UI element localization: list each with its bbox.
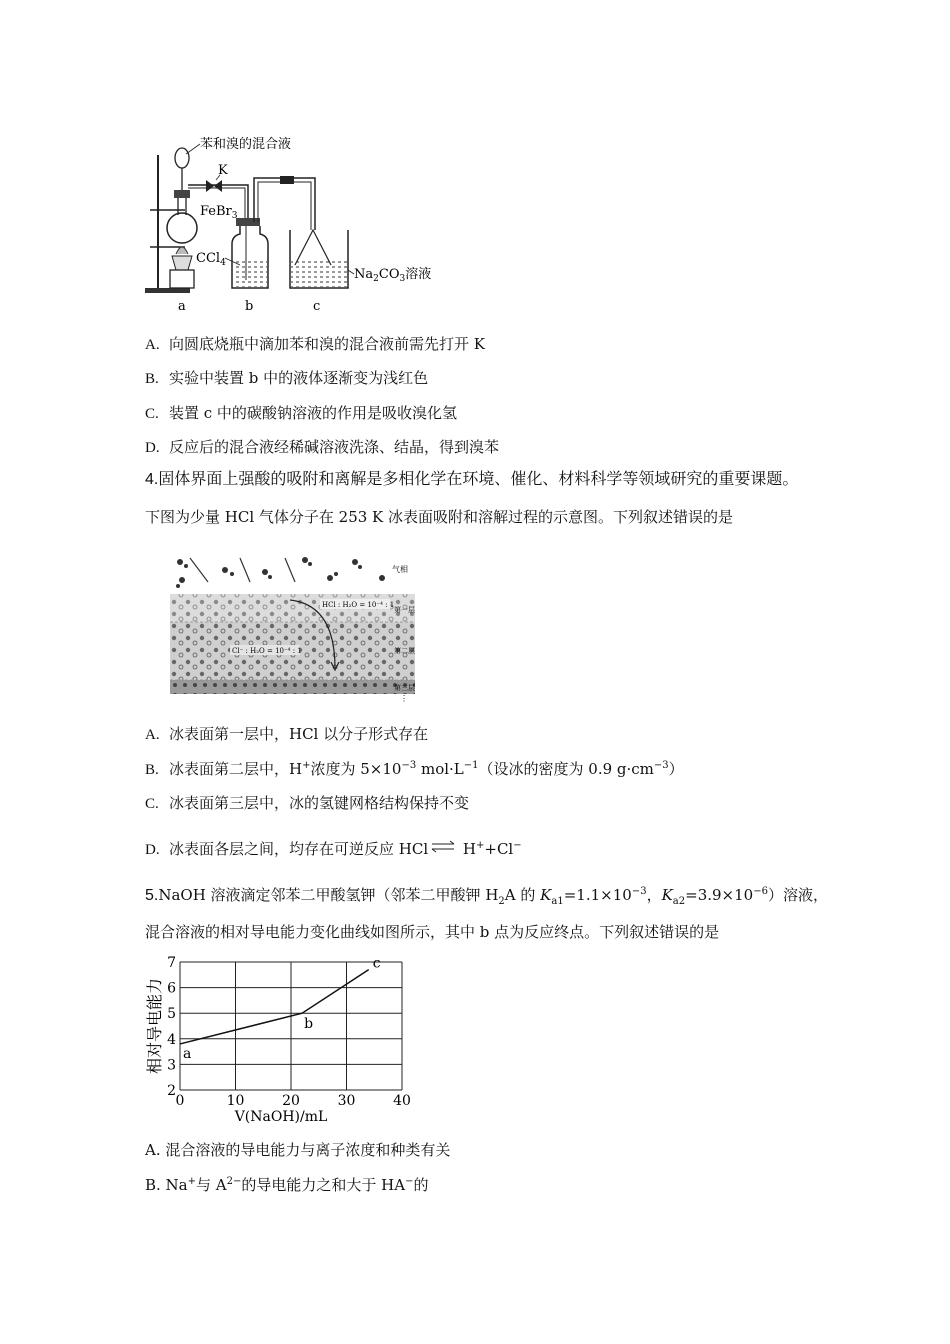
label-c: c <box>313 299 321 314</box>
q3-option-a: A. 向圆底烧瓶中滴加苯和溴的混合液前需先打开 K <box>145 335 485 353</box>
point-label-b: b <box>304 1016 314 1033</box>
label-gas-phase: 气相 <box>392 565 408 574</box>
q5-option-b: B. Na+与 $A^{2-}$的导电能力之和大于 HA−的 <box>145 1176 429 1194</box>
y-tick-label: 4 <box>167 1031 176 1048</box>
point-label-c: c <box>372 955 381 972</box>
label-layer-2: 第二层 <box>394 647 415 655</box>
x-tick-label: 10 <box>226 1093 245 1109</box>
q4-stem-line2: 下图为少量 HCl 气体分子在 253 K 冰表面吸附和溶解过程的示意图。下列叙述错误的是 <box>145 508 734 526</box>
q3-option-c: C. 装置 c 中的碳酸钠溶液的作用是吸收溴化氢 <box>145 404 457 422</box>
label-ccl4: CCl$_4$ <box>196 251 226 268</box>
conductivity-chart <box>140 950 430 1125</box>
y-tick-label: 6 <box>167 980 176 997</box>
y-axis-label: 相对导电能力 <box>145 977 164 1075</box>
ratio-hcl-h2o: HCl : H₂O = 10⁻⁴ : 1 <box>322 601 395 609</box>
q4-option-a: A. 冰表面第一层中，HCl 以分子形式存在 <box>145 725 429 743</box>
q4-option-c: C. 冰表面第三层中，冰的氢键网格结构保持不变 <box>145 794 470 812</box>
q5-option-a: A. 混合溶液的导电能力与离子浓度和种类有关 <box>145 1141 451 1159</box>
q4-stem-line1: 4.固体界面上强酸的吸附和离解是多相化学在环境、催化、材料科学等领域研究的重要课题。 <box>145 469 799 488</box>
label-na2co3: $Na_2CO_3$溶液 <box>354 267 432 284</box>
q5-stem-line2: 混合溶液的相对导电能力变化曲线如图所示，其中 b 点为反应终点。下列叙述错误的是 <box>145 923 720 941</box>
label-b: b <box>245 299 254 314</box>
q3-option-b: B. 实验中装置 b 中的液体逐渐变为浅红色 <box>145 369 429 387</box>
q3-option-d: D. 反应后的混合液经稀碱溶液洗涤、结晶，得到溴苯 <box>145 438 500 456</box>
series-line <box>180 970 369 1044</box>
label-valve-k: K <box>218 163 228 178</box>
ratio-cl-h2o: Cl⁻ : H₂O = 10⁻⁴ : 1 <box>232 647 302 655</box>
x-tick-label: 20 <box>282 1093 300 1109</box>
label-layer-1: 第一层 <box>394 606 415 614</box>
reversible-arrow-icon <box>430 839 456 855</box>
x-axis-label: V(NaOH)/mL <box>234 1109 328 1125</box>
point-label-a: a <box>183 1045 192 1062</box>
label-benzene-bromine: 苯和溴的混合液 <box>200 137 292 152</box>
ice-surface-figure <box>170 550 420 702</box>
apparatus-figure <box>140 130 440 315</box>
x-tick-label: 0 <box>175 1093 185 1109</box>
label-layer-3: 第三层 <box>394 684 415 692</box>
label-a: a <box>178 299 186 314</box>
label-more-layers: ⋮ <box>400 694 408 702</box>
label-febr3: FeBr$_3$ <box>200 204 238 221</box>
y-tick-label: 7 <box>167 955 176 971</box>
y-tick-label: 3 <box>167 1057 176 1074</box>
y-tick-label: 5 <box>167 1006 176 1023</box>
q4-option-d: D. 冰表面各层之间，均存在可逆反应 HCl H++Cl− <box>145 840 522 858</box>
x-tick-label: 40 <box>393 1093 411 1109</box>
q5-stem-line1: 5.NaOH 溶液滴定邻苯二甲酸氢钾（邻苯二甲酸钾 $H_2A$ 的 $K_{a1}=1.1\times 10^{-3}$，$K_{a2}=3.9\times 10^{-6}$）溶液， <box>145 886 828 907</box>
x-tick-label: 30 <box>337 1093 356 1109</box>
q4-option-b: B. 冰表面第二层中，H+浓度为 $5\times 10^{-3}$ $mol\cdot L^{-1}$（设冰的密度为 0.9 $g\cdot cm^{-3}$） <box>145 760 684 778</box>
y-tick-label: 2 <box>167 1083 176 1099</box>
